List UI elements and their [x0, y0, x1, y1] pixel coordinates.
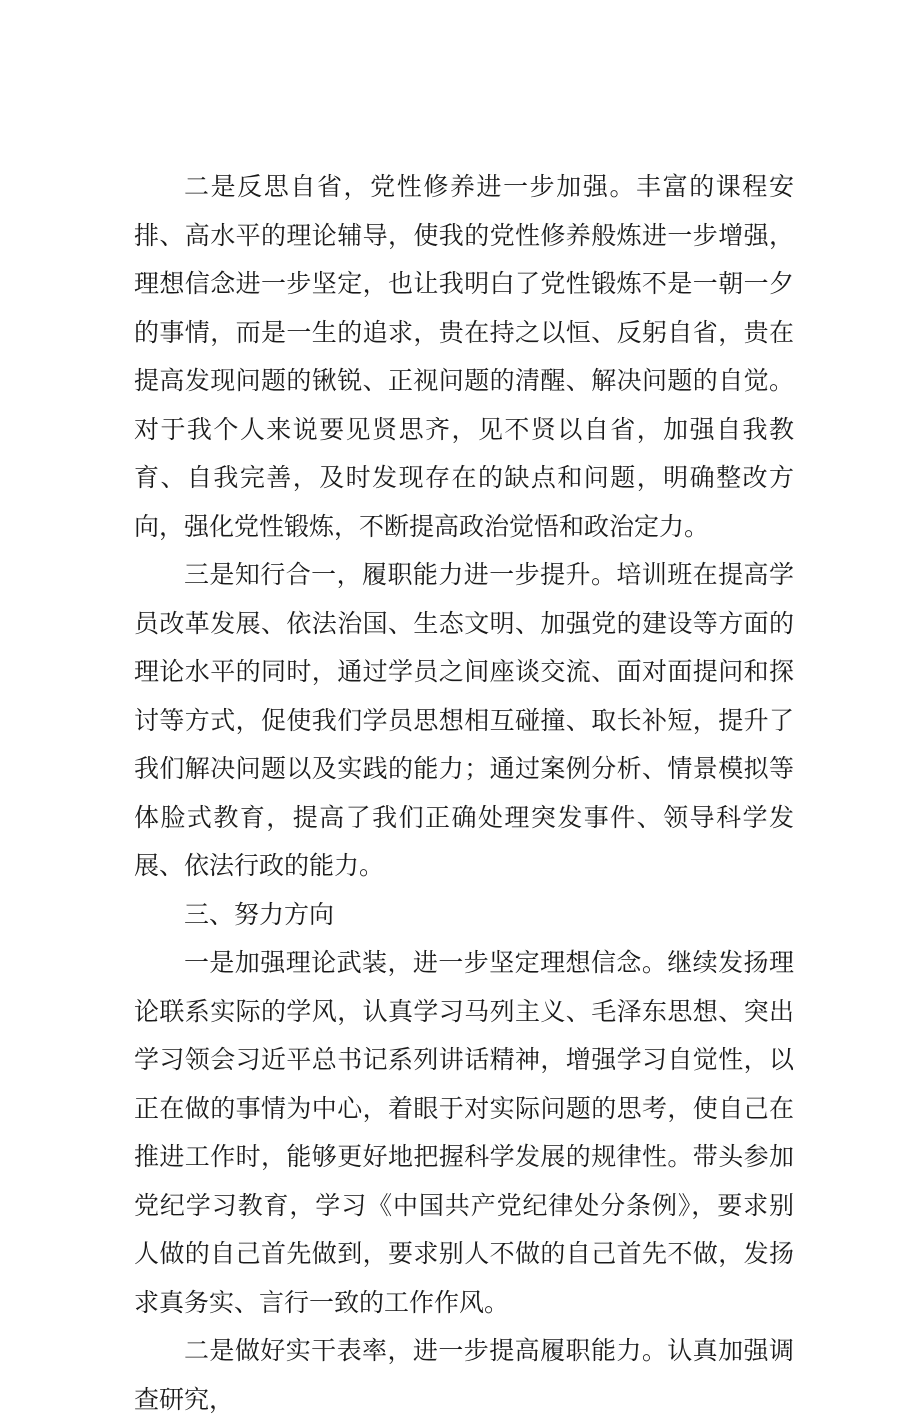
paragraph-self-reflection: 二是反思自省，党性修养进一步加强。丰富的课程安排、高水平的理论辅导，使我的党性修养般炼进一步增强，理想信念进一步坚定，也让我明白了党性锻炼不是一朝一夕的事情，而是一生的追求，贵在持之以恒、反躬自省，贵在提高发现问题的锹锐、正视问题的清醒、解决问题的自觉。对于我个人来说要见贤思齐，见不贤以自省，加强自我教育、自我完善，及时发现存在的缺点和问题，明确整改方向，强化党性锻炼，不断提高政治觉悟和政治定力。	[134, 172, 794, 541]
paragraph-theory-arming: 一是加强理论武装，进一步坚定理想信念。继续发扬理论联系实际的学风，认真学习马列主义、毛泽东思想、突出学习领会习近平总书记系列讲话精神，增强学习自觉性，以正在做的事情为中心，着眼于对实际问题的思考，使自己在推进工作时，能够更好地把握科学发展的规律性。带头参加党纪学习教育，学习《中国共产党纪律处分条例》，要求别人做的自己首先做到，要求别人不做的自己首先不做，发扬求真务实、言行一致的工作作风。	[134, 948, 794, 1317]
section-heading-direction: 三、努力方向	[184, 899, 335, 929]
paragraph-practical-example: 二是做好实干表率，进一步提高履职能力。认真加强调查研究，	[134, 1336, 794, 1414]
document-body	[134, 163, 794, 1424]
paragraph-unity-knowledge-action: 三是知行合一，履职能力进一步提升。培训班在提高学员改革发展、依法治国、生态文明、加强党的建设等方面的理论水平的同时，通过学员之间座谈交流、面对面提问和探讨等方式，促使我们学员思想相互碰撞、取长补短，提升了我们解决问题以及实践的能力；通过案例分析、情景模拟等体脸式教育，提高了我们正确处理突发事件、领导科学发展、依法行政的能力。	[134, 560, 794, 880]
